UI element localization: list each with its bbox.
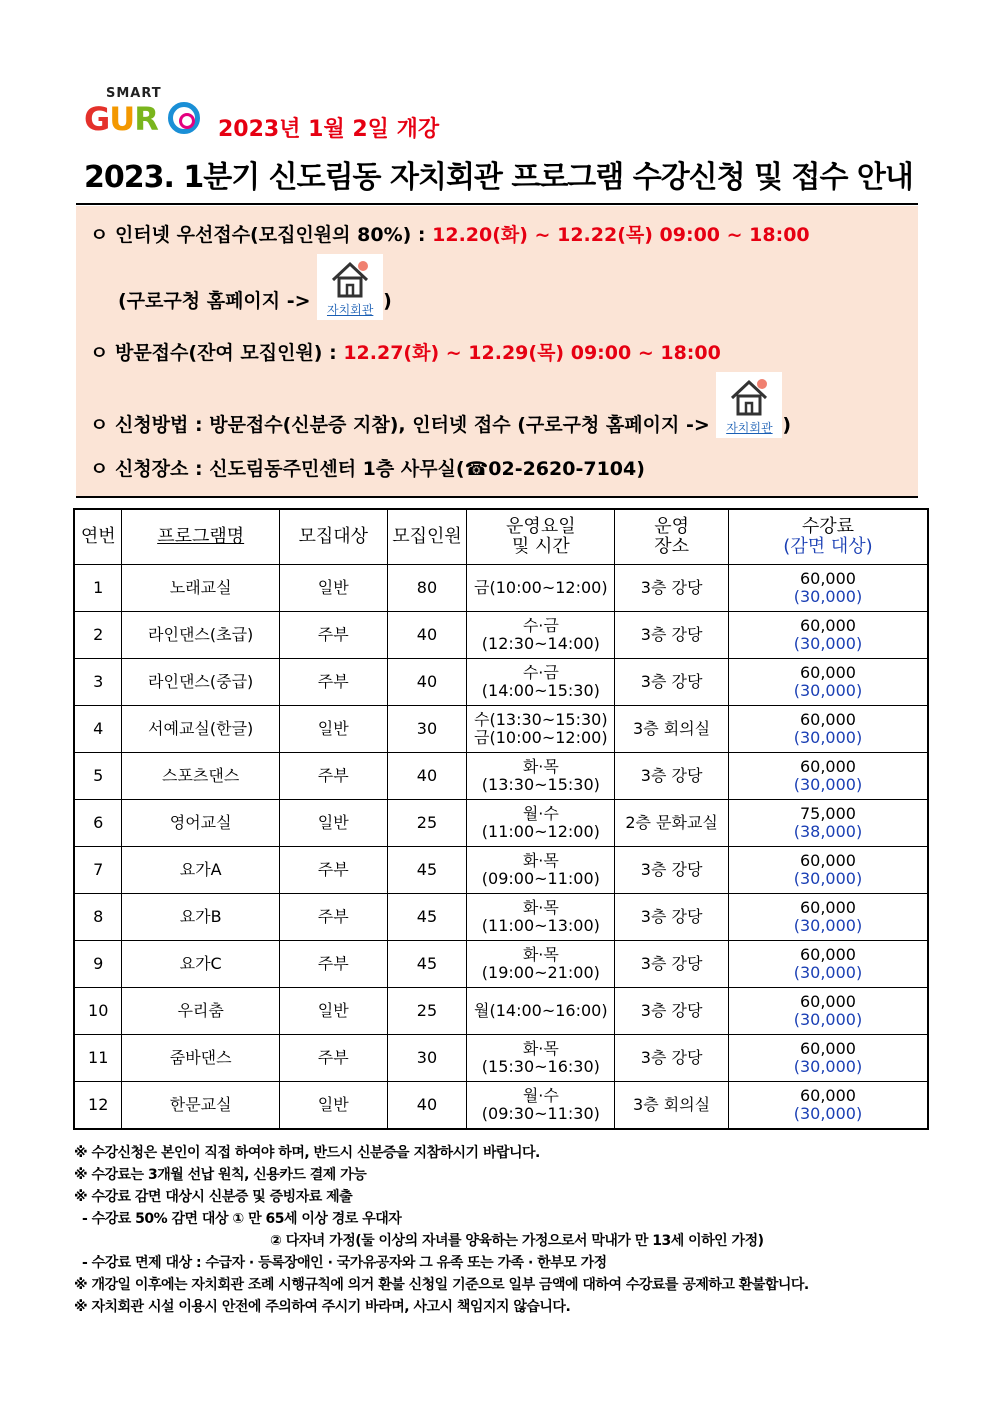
- cell-program-name: 영어교실: [122, 800, 280, 847]
- cell-program-name: 라인댄스(중급): [122, 659, 280, 706]
- table-row: [74, 565, 928, 612]
- title-divider: [76, 203, 918, 205]
- cell-fee: 60,000 (30,000): [728, 894, 928, 941]
- cell-capacity: 25: [387, 800, 467, 847]
- cell-schedule: 금(10:00~12:00): [467, 565, 615, 612]
- logo-smart-text: SMART: [106, 86, 162, 101]
- cell-program-name: 노래교실: [122, 565, 280, 612]
- cell-target: 주부: [279, 753, 387, 800]
- note-line: - 수강료 50% 감면 대상 ① 만 65세 이상 경로 우대자: [82, 1211, 402, 1227]
- table-row: [74, 706, 928, 753]
- cell-no: 12: [74, 1082, 122, 1130]
- cell-target: 주부: [279, 847, 387, 894]
- application-info-box: [76, 206, 918, 498]
- application-place-line: ㅇ 신청장소 : 신도림동주민센터 1층 사무실(☎02-2620-7104): [90, 458, 645, 480]
- note-line: ※ 수강료는 3개월 선납 원칙, 신용카드 결제 가능: [74, 1167, 367, 1183]
- cell-place: 3층 강당: [615, 659, 729, 706]
- cell-no: 1: [74, 565, 122, 612]
- logo-ring-icon: [168, 102, 200, 134]
- cell-no: 11: [74, 1035, 122, 1082]
- header-place: 운영 장소: [615, 509, 729, 565]
- cell-no: 9: [74, 941, 122, 988]
- cell-schedule: 월·수(09:30~11:30): [467, 1082, 615, 1130]
- cell-capacity: 45: [387, 894, 467, 941]
- cell-target: 일반: [279, 800, 387, 847]
- cell-no: 7: [74, 847, 122, 894]
- cell-fee: 60,000 (30,000): [728, 612, 928, 659]
- cell-target: 일반: [279, 988, 387, 1035]
- homepage-link-icon[interactable]: [317, 254, 383, 320]
- cell-target: 일반: [279, 1082, 387, 1130]
- cell-no: 3: [74, 659, 122, 706]
- header-schedule: 운영요일 및 시간: [467, 509, 615, 565]
- program-table: [73, 508, 929, 1130]
- cell-target: 주부: [279, 612, 387, 659]
- cell-fee: 60,000 (30,000): [728, 659, 928, 706]
- cell-program-name: 요가B: [122, 894, 280, 941]
- homepage-link-label-2[interactable]: 자치회관: [726, 421, 773, 435]
- cell-capacity: 30: [387, 1035, 467, 1082]
- note-line: ※ 개강일 이후에는 자치회관 조례 시행규칙에 의거 환불 신청일 기준으로 일부 금액에 대하여 수강료를 공제하고 환불합니다.: [74, 1277, 809, 1293]
- note-line: ※ 수강신청은 본인이 직접 하여야 하며, 반드시 신분증을 지참하시기 바랍니다.: [74, 1145, 540, 1161]
- cell-fee: 60,000 (30,000): [728, 753, 928, 800]
- cell-place: 3층 강당: [615, 847, 729, 894]
- cell-fee: 60,000 (30,000): [728, 565, 928, 612]
- table-row: [74, 1082, 928, 1130]
- opening-date: 2023년 1월 2일 개강: [218, 117, 440, 142]
- cell-fee: 60,000 (30,000): [728, 1082, 928, 1130]
- cell-place: 3층 강당: [615, 941, 729, 988]
- table-row: [74, 941, 928, 988]
- online-homepage-line: (구로구청 홈페이지 -> 자치회관 ): [118, 254, 392, 320]
- notes-section: [74, 1142, 934, 1318]
- cell-schedule: 수·금(12:30~14:00): [467, 612, 615, 659]
- cell-program-name: 라인댄스(초급): [122, 612, 280, 659]
- cell-capacity: 45: [387, 941, 467, 988]
- cell-place: 3층 강당: [615, 753, 729, 800]
- header-no: 연번: [74, 509, 122, 565]
- cell-no: 10: [74, 988, 122, 1035]
- cell-schedule: 수(13:30~15:30) 금(10:00~12:00): [467, 706, 615, 753]
- cell-schedule: 월(14:00~16:00): [467, 988, 615, 1035]
- homepage-link-icon-2[interactable]: [716, 372, 782, 438]
- cell-no: 5: [74, 753, 122, 800]
- cell-place: 3층 강당: [615, 988, 729, 1035]
- cell-capacity: 80: [387, 565, 467, 612]
- homepage-link-label[interactable]: 자치회관: [326, 303, 374, 317]
- cell-schedule: 화·목(19:00~21:00): [467, 941, 615, 988]
- cell-program-name: 요가C: [122, 941, 280, 988]
- note-line: ② 다자녀 가정(둘 이상의 자녀를 양육하는 가정으로서 막내가 만 13세 이하인 가정): [270, 1233, 764, 1249]
- cell-target: 일반: [279, 706, 387, 753]
- cell-fee: 60,000 (30,000): [728, 941, 928, 988]
- cell-no: 2: [74, 612, 122, 659]
- application-method-line: ㅇ 신청방법 : 방문접수(신분증 지참), 인터넷 접수 (구로구청 홈페이지 -> 자치회관 ): [90, 372, 791, 438]
- table-row: [74, 659, 928, 706]
- online-dates: 12.20(화) ~ 12.22(목) 09:00 ~ 18:00: [432, 224, 810, 246]
- house-icon: [728, 376, 770, 418]
- header-capacity: 모집인원: [387, 509, 467, 565]
- cell-schedule: 화·목(15:30~16:30): [467, 1035, 615, 1082]
- cell-capacity: 40: [387, 612, 467, 659]
- table-row: [74, 753, 928, 800]
- cell-program-name: 우리춤: [122, 988, 280, 1035]
- page-title: 2023. 1분기 신도림동 자치회관 프로그램 수강신청 및 접수 안내: [84, 160, 913, 195]
- table-row: [74, 612, 928, 659]
- cell-capacity: 40: [387, 753, 467, 800]
- cell-schedule: 월·수(11:00~12:00): [467, 800, 615, 847]
- cell-fee: 75,000 (38,000): [728, 800, 928, 847]
- logo-guro-text: GUR: [84, 100, 158, 138]
- cell-target: 주부: [279, 894, 387, 941]
- cell-program-name: 스포츠댄스: [122, 753, 280, 800]
- cell-fee: 60,000 (30,000): [728, 988, 928, 1035]
- note-line: ※ 수강료 감면 대상시 신분증 및 증빙자료 제출: [74, 1189, 353, 1205]
- table-row: [74, 894, 928, 941]
- cell-program-name: 요가A: [122, 847, 280, 894]
- cell-capacity: 45: [387, 847, 467, 894]
- cell-schedule: 수·금(14:00~15:30): [467, 659, 615, 706]
- cell-schedule: 화·목(09:00~11:00): [467, 847, 615, 894]
- cell-program-name: 서예교실(한글): [122, 706, 280, 753]
- cell-capacity: 40: [387, 1082, 467, 1130]
- cell-program-name: 줌바댄스: [122, 1035, 280, 1082]
- note-line: ※ 자치회관 시설 이용시 안전에 주의하여 주시기 바라며, 사고시 책임지지 않습니다.: [74, 1299, 571, 1315]
- smart-guro-logo: [84, 86, 206, 138]
- header-name: 프로그램명: [122, 509, 280, 565]
- table-row: [74, 800, 928, 847]
- cell-place: 3층 강당: [615, 565, 729, 612]
- cell-place: 3층 강당: [615, 894, 729, 941]
- cell-place: 3층 회의실: [615, 706, 729, 753]
- cell-fee: 60,000 (30,000): [728, 706, 928, 753]
- cell-capacity: 40: [387, 659, 467, 706]
- cell-target: 주부: [279, 659, 387, 706]
- cell-place: 2층 문화교실: [615, 800, 729, 847]
- cell-fee: 60,000 (30,000): [728, 1035, 928, 1082]
- cell-place: 3층 강당: [615, 1035, 729, 1082]
- cell-fee: 60,000 (30,000): [728, 847, 928, 894]
- cell-place: 3층 회의실: [615, 1082, 729, 1130]
- header-fee: 수강료 (감면 대상): [728, 509, 928, 565]
- table-row: [74, 847, 928, 894]
- header-target: 모집대상: [279, 509, 387, 565]
- cell-capacity: 30: [387, 706, 467, 753]
- house-icon: [329, 258, 371, 300]
- online-registration-line: ㅇ 인터넷 우선접수(모집인원의 80%) : 12.20(화) ~ 12.22(목) 09:00 ~ 18:00: [90, 224, 810, 246]
- cell-target: 주부: [279, 941, 387, 988]
- cell-schedule: 화·목(11:00~13:00): [467, 894, 615, 941]
- cell-target: 일반: [279, 565, 387, 612]
- table-row: [74, 1035, 928, 1082]
- cell-no: 4: [74, 706, 122, 753]
- cell-target: 주부: [279, 1035, 387, 1082]
- visit-dates: 12.27(화) ~ 12.29(목) 09:00 ~ 18:00: [343, 342, 721, 364]
- cell-place: 3층 강당: [615, 612, 729, 659]
- note-line: - 수강료 면제 대상 : 수급자 · 등록장애인 · 국가유공자와 그 유족 또는 가족 · 한부모 가정: [82, 1255, 607, 1271]
- visit-registration-line: ㅇ 방문접수(잔여 모집인원) : 12.27(화) ~ 12.29(목) 09:00 ~ 18:00: [90, 342, 721, 364]
- cell-no: 6: [74, 800, 122, 847]
- cell-no: 8: [74, 894, 122, 941]
- table-header-row: [74, 509, 928, 565]
- cell-program-name: 한문교실: [122, 1082, 280, 1130]
- cell-schedule: 화·목(13:30~15:30): [467, 753, 615, 800]
- cell-capacity: 25: [387, 988, 467, 1035]
- table-row: [74, 988, 928, 1035]
